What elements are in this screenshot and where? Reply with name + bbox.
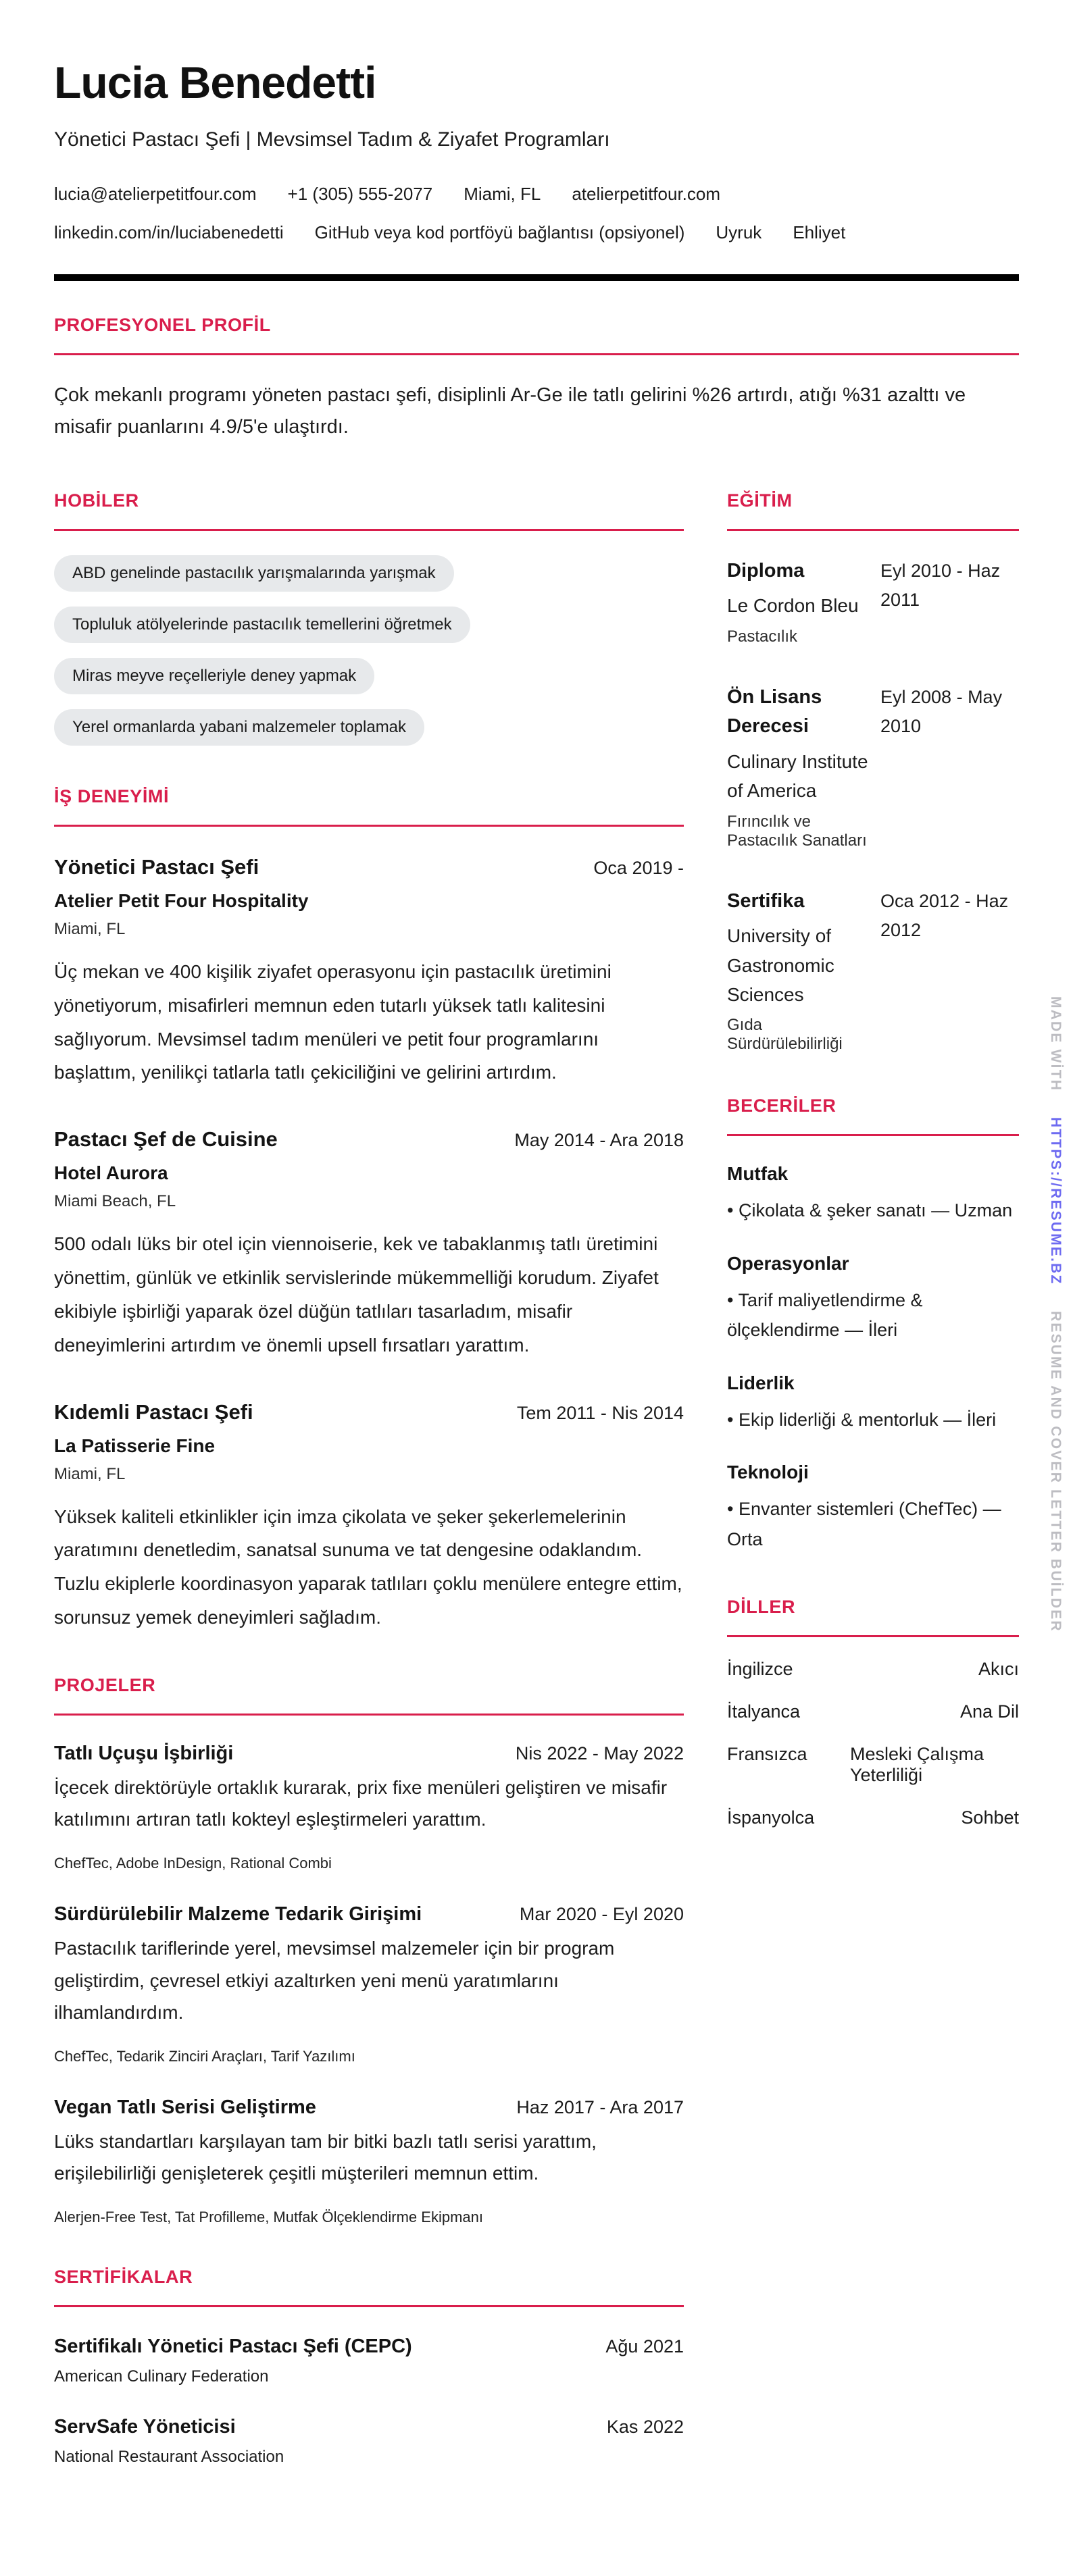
section-experience — [54, 786, 684, 1634]
education-entry — [727, 557, 1019, 646]
hobby-pill: Miras meyve reçelleriyle deney yapmak — [54, 658, 374, 694]
hobby-pill-list — [54, 555, 684, 746]
project-description: Lüks standartları karşılayan tam bir bitki bazlı tatlı serisi yarattım, erişilebilirliği genişleterek çeşitli müşterileri memnun ettim. — [54, 2130, 597, 2184]
skill-category: Liderlik — [727, 1372, 795, 1393]
certificate-title: ServSafe Yöneticisi — [54, 2416, 236, 2438]
website-link[interactable]: atelierpetitfour.com — [572, 184, 721, 204]
github-placeholder-text: GitHub veya kod portföyü bağlantısı (opsiyonel) — [314, 222, 685, 242]
education-field: Fırıncılık ve Pastacılık Sanatları — [727, 812, 867, 850]
education-main — [727, 557, 859, 646]
email-link[interactable]: lucia@atelierpetitfour.com — [54, 184, 257, 204]
job-company: La Patisserie Fine — [54, 1435, 216, 1456]
skill-group — [727, 1253, 1019, 1345]
project-entry — [54, 1903, 684, 2065]
job-title: Pastacı Şef de Cuisine — [54, 1127, 278, 1152]
watermark-tagline-text: RESUME AND COVER LETTER BUİLDER — [1048, 1310, 1064, 1632]
section-heading-experience: İŞ DENEYİMİ — [54, 786, 684, 827]
project-tools: Alerjen-Free Test, Tat Profilleme, Mutfak Ölçeklendirme Ekipmanı — [54, 2209, 483, 2226]
two-column-body — [54, 490, 1019, 2467]
language-row — [727, 1744, 1019, 1786]
language-row — [727, 1701, 1019, 1722]
skill-category: Mutfak — [727, 1163, 789, 1185]
education-entry — [727, 887, 1019, 1054]
section-heading-profile: PROFESYONEL PROFİL — [54, 315, 1019, 355]
job-title-row — [54, 855, 684, 879]
job-title: Yönetici Pastacı Şefi — [54, 854, 259, 879]
education-school: Culinary Institute of America — [727, 750, 868, 802]
education-field: Gıda Sürdürülebilirliği — [727, 1016, 843, 1054]
education-degree: Diploma — [727, 559, 805, 582]
project-dates: Haz 2017 - Ara 2017 — [516, 2096, 684, 2117]
watermark-made-with-text: MADE WİTH — [1048, 996, 1064, 1092]
language-name: İspanyolca — [727, 1807, 815, 1828]
education-degree: Ön Lisans Derecesi — [727, 686, 822, 738]
project-title: Tatlı Uçuşu İşbirliği — [54, 1742, 234, 1764]
section-education — [727, 490, 1019, 1054]
skill-detail: • Tarif maliyetlendirme & ölçeklendirme — İleri — [727, 1289, 923, 1341]
left-column — [54, 490, 684, 2467]
header-divider — [54, 274, 1019, 281]
skill-detail: • Ekip liderliği & mentorluk — İleri — [727, 1409, 997, 1430]
section-professional-profile — [54, 315, 1019, 443]
job-title-row — [54, 1400, 684, 1424]
project-tools: ChefTec, Adobe InDesign, Rational Combi — [54, 1855, 332, 1872]
job-location: Miami, FL — [54, 919, 126, 938]
watermark-builder-link[interactable]: HTTPS://RESUME.BZ — [1048, 1117, 1064, 1285]
certificate-date: Kas 2022 — [606, 2417, 684, 2438]
language-name: İtalyanca — [727, 1701, 801, 1722]
project-description: Pastacılık tariflerinde yerel, mevsimsel malzemeler için bir program geliştirdim, çevresel etkiyi azaltırken yeni menü yaratımlarını ilhamlandırdım. — [54, 1938, 615, 2024]
certificate-entry — [54, 2336, 684, 2386]
project-title-row — [54, 2096, 684, 2119]
section-certificates — [54, 2267, 684, 2467]
language-name: İngilizce — [727, 1658, 793, 1679]
language-level: Mesleki Çalışma Yeterliliği — [850, 1743, 984, 1785]
licence-label: Ehliyet — [793, 222, 846, 242]
job-dates: May 2014 - Ara 2018 — [514, 1130, 684, 1151]
right-column — [727, 490, 1019, 2467]
education-school: University of Gastronomic Sciences — [727, 925, 834, 1005]
job-description: Yüksek kaliteli etkinlikler için imza çikolata ve şeker şekerlemelerinin yaratımını denetledim, sanatsal sunuma ve tat dengesine odaklandım. Tuzlu ekiplerle koordinasyon yaparak tatlıları çoklu menülere entegre ettim, sorunsuz yemek deneyimleri sağladım. — [54, 1505, 682, 1628]
job-location: Miami, FL — [54, 1464, 126, 1483]
skill-detail: • Envanter sistemleri (ChefTec) — Orta — [727, 1499, 1001, 1550]
project-title: Vegan Tatlı Serisi Geliştirme — [54, 2096, 316, 2118]
contact-row-secondary — [54, 222, 1019, 243]
section-hobbies — [54, 490, 684, 746]
phone-text: +1 (305) 555-2077 — [287, 184, 433, 204]
project-entry — [54, 2096, 684, 2226]
hobby-pill: Topluluk atölyelerinde pastacılık temellerini öğretmek — [54, 607, 470, 643]
person-name: Lucia Benedetti — [54, 57, 376, 107]
language-level: Sohbet — [961, 1807, 1019, 1828]
job-entry — [54, 1400, 684, 1634]
certificate-date: Ağu 2021 — [605, 2336, 684, 2357]
project-entry — [54, 1743, 684, 1872]
job-title-row — [54, 1127, 684, 1152]
resume-header — [54, 57, 1019, 281]
education-dates: Eyl 2008 - May 2010 — [880, 686, 1003, 737]
project-title: Sürdürülebilir Malzeme Tedarik Girişimi — [54, 1903, 422, 1926]
section-heading-hobbies: HOBİLER — [54, 490, 684, 531]
certificate-entry — [54, 2416, 684, 2467]
skill-group — [727, 1372, 1019, 1435]
job-company: Atelier Petit Four Hospitality — [54, 890, 309, 911]
language-level: Akıcı — [978, 1658, 1019, 1679]
education-main — [727, 887, 868, 1054]
skill-group — [727, 1163, 1019, 1226]
headline: Yönetici Pastacı Şefi | Mevsimsel Tadım & Ziyafet Programları — [54, 128, 610, 151]
certificate-issuer: American Culinary Federation — [54, 2367, 269, 2386]
hobby-pill: Yerel ormanlarda yabani malzemeler toplamak — [54, 709, 424, 746]
project-tools: ChefTec, Tedarik Zinciri Araçları, Tarif Yazılımı — [54, 2047, 355, 2065]
job-dates: Tem 2011 - Nis 2014 — [516, 1402, 684, 1423]
project-title-row — [54, 1903, 684, 1926]
education-dates: Eyl 2010 - Haz 2011 — [880, 560, 1001, 611]
language-name: Fransızca — [727, 1743, 807, 1764]
education-dates: Oca 2012 - Haz 2012 — [880, 890, 1009, 940]
education-school: Le Cordon Bleu — [727, 595, 859, 617]
project-title-row — [54, 1743, 684, 1765]
job-company: Hotel Aurora — [54, 1162, 168, 1184]
language-level: Ana Dil — [959, 1701, 1019, 1722]
contact-row-primary — [54, 184, 1019, 205]
project-description: İçecek direktörüyle ortaklık kurarak, prix fixe menüleri geliştiren ve misafir katılımını artıran tatlı kokteyl eşleştirmeleri yarattım. — [54, 1776, 668, 1830]
job-dates: Oca 2019 - — [593, 857, 684, 878]
profile-summary: Çok mekanlı programı yöneten pastacı şefi, disiplinli Ar-Ge ile tatlı gelirini %26 artırdı, atığı %31 azalttı ve misafir puanlarını 4.9/5'e ulaştırdı. — [54, 384, 966, 438]
builder-watermark — [1047, 996, 1064, 1632]
section-heading-education: EĞİTİM — [727, 490, 1019, 531]
section-heading-skills: BECERİLER — [727, 1096, 1019, 1136]
section-heading-certificates: SERTİFİKALAR — [54, 2267, 684, 2307]
skill-group — [727, 1462, 1019, 1554]
job-entry — [54, 855, 684, 1089]
section-heading-languages: DİLLER — [727, 1597, 1019, 1637]
project-dates: Mar 2020 - Eyl 2020 — [519, 1904, 684, 1925]
education-main — [727, 683, 868, 850]
education-field: Pastacılık — [727, 627, 798, 646]
job-description: 500 odalı lüks bir otel için viennoiserie, kek ve tabaklanmış tatlı üretimini yönettim, günlük ve etkinlik servislerinde mükemmelliği korudum. Ziyafet ekibiyle işbirliği yaparak özel düğün tatlıları tasarladım, misafir deneyimlerini artırdım ve önemli upsell fırsatları yarattım. — [54, 1233, 659, 1356]
certificate-title-row — [54, 2336, 684, 2358]
education-entry — [727, 683, 1019, 850]
job-entry — [54, 1127, 684, 1362]
certificate-issuer: National Restaurant Association — [54, 2448, 284, 2467]
skill-detail: • Çikolata & şeker sanatı — Uzman — [727, 1200, 1013, 1221]
section-skills — [727, 1096, 1019, 1554]
job-location: Miami Beach, FL — [54, 1192, 176, 1211]
certificate-title-row — [54, 2416, 684, 2438]
section-languages — [727, 1597, 1019, 1828]
certificate-title: Sertifikalı Yönetici Pastacı Şefi (CEPC) — [54, 2336, 412, 2358]
project-dates: Nis 2022 - May 2022 — [515, 1743, 684, 1763]
nationality-label: Uyruk — [716, 222, 762, 242]
skill-category: Teknoloji — [727, 1462, 809, 1483]
section-heading-projects: PROJELER — [54, 1675, 684, 1716]
skill-category: Operasyonlar — [727, 1252, 849, 1274]
language-row — [727, 1807, 1019, 1828]
job-title: Kıdemli Pastacı Şefi — [54, 1399, 253, 1424]
language-row — [727, 1659, 1019, 1680]
linkedin-link[interactable]: linkedin.com/in/luciabenedetti — [54, 222, 284, 242]
job-description: Üç mekan ve 400 kişilik ziyafet operasyonu için pastacılık üretimini yönetiyorum, misafirleri memnun eden tutarlı yüksek tatlı kalitesini sağlıyorum. Mevsimsel tadım menüleri ve petit four programlarını başlattım, yenilikçi tatlarla tatlı çekiciliğini ve gelirini artırdım. — [54, 960, 612, 1083]
hobby-pill: ABD genelinde pastacılık yarışmalarında yarışmak — [54, 555, 454, 592]
section-projects — [54, 1675, 684, 2226]
location-text: Miami, FL — [464, 184, 541, 204]
education-degree: Sertifika — [727, 890, 805, 912]
